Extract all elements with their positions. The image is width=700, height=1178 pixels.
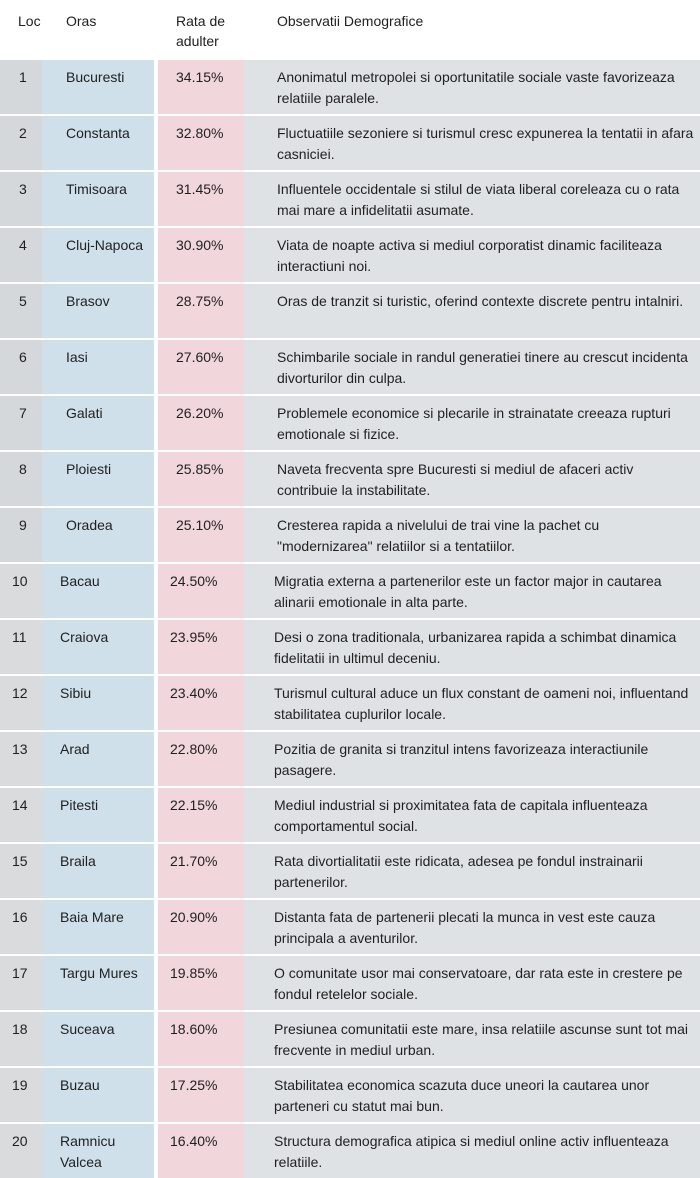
- table-row: [0, 562, 700, 618]
- row-city: Pitesti: [60, 797, 99, 813]
- row-note: Anonimatul metropolei si oportunitatile sociale vaste favorizeaza relatiile paralele.: [277, 69, 675, 106]
- row-rate: 17.25%: [170, 1077, 218, 1093]
- table-row: [0, 338, 700, 394]
- row-note: Oras de tranzit si turistic, oferind contexte discrete pentru intalniri.: [277, 293, 684, 309]
- row-city: Buzau: [60, 1077, 100, 1093]
- row-note: Problemele economice si plecarile in strainatate creeaza rupturi emotionale si fizice.: [277, 405, 671, 442]
- row-city: Ramnicu Valcea: [60, 1133, 116, 1170]
- row-note: Fluctuatiile sezoniere si turismul cresc expunerea la tentatii in afara casniciei.: [277, 125, 694, 162]
- table-row: [0, 58, 700, 114]
- row-rate: 21.70%: [170, 853, 218, 869]
- table-row: [0, 674, 700, 730]
- row-rate: 26.20%: [176, 405, 224, 421]
- row-rank: 3: [19, 181, 27, 197]
- row-rank: 5: [19, 293, 27, 309]
- row-rate: 22.80%: [170, 741, 218, 757]
- row-rate: 28.75%: [176, 293, 224, 309]
- row-rate: 22.15%: [170, 797, 218, 813]
- row-rate: 18.60%: [170, 1021, 218, 1037]
- row-rate: 30.90%: [176, 237, 224, 253]
- header-city: Oras: [66, 13, 97, 29]
- row-rank: 20: [12, 1133, 28, 1149]
- row-rate: 25.85%: [176, 461, 224, 477]
- table-row: [0, 1122, 700, 1178]
- row-city: Galati: [66, 405, 103, 421]
- row-city: Braila: [60, 853, 96, 869]
- header-rate: Rata de adulter: [176, 13, 226, 49]
- row-note: Structura demografica atipica si mediul online activ influenteaza relatiile.: [274, 1133, 669, 1170]
- row-note: Turismul cultural aduce un flux constant de oameni noi, influentand stabilitatea cuplurilor locale.: [274, 685, 689, 722]
- row-rank: 10: [12, 573, 28, 589]
- row-rank: 13: [12, 741, 28, 757]
- row-rank: 12: [12, 685, 28, 701]
- row-rate: 23.95%: [170, 629, 218, 645]
- table-row: [0, 1066, 700, 1122]
- row-city: Targu Mures: [60, 965, 138, 981]
- row-city: Suceava: [60, 1021, 115, 1037]
- row-city: Ploiesti: [66, 461, 112, 477]
- row-rank: 6: [19, 349, 27, 365]
- table-row: [0, 954, 700, 1010]
- row-city: Brasov: [66, 293, 110, 309]
- row-rate: 27.60%: [176, 349, 224, 365]
- row-city: Sibiu: [60, 685, 92, 701]
- row-rank: 17: [12, 965, 28, 981]
- table-row: [0, 730, 700, 786]
- row-note: Schimbarile sociale in randul generatiei tinere au crescut incidenta divorturilor din culpa.: [277, 349, 688, 386]
- row-city: Timisoara: [66, 181, 127, 197]
- row-note: Desi o zona traditionala, urbanizarea rapida a schimbat dinamica fidelitatii in ultimul deceniu.: [274, 629, 677, 666]
- row-rank: 16: [12, 909, 28, 925]
- row-note: Influentele occidentale si stilul de viata liberal coreleaza cu o rata mai mare a infidelitatii asumate.: [277, 181, 680, 218]
- row-rate: 25.10%: [176, 517, 224, 533]
- row-note: Distanta fata de partenerii plecati la munca in vest este cauza principala a aventurilor.: [274, 909, 656, 946]
- table-body: [0, 58, 700, 1178]
- table-row: [0, 506, 700, 562]
- table-row: [0, 786, 700, 842]
- table-row: [0, 114, 700, 170]
- row-note: Viata de noapte activa si mediul corporatist dinamic faciliteaza interactiuni noi.: [277, 237, 662, 274]
- row-note: Presiunea comunitatii este mare, insa relatiile ascunse sunt tot mai frecvente in mediul urban.: [274, 1021, 688, 1058]
- row-city: Iasi: [66, 349, 88, 365]
- row-rank: 11: [12, 629, 27, 645]
- table-row: [0, 170, 700, 226]
- table-row: [0, 226, 700, 282]
- table-row: [0, 842, 700, 898]
- row-rank: 2: [19, 125, 27, 141]
- row-city: Craiova: [60, 629, 109, 645]
- row-rate: 34.15%: [176, 69, 224, 85]
- row-note: Pozitia de granita si tranzitul intens favorizeaza interactiunile pasagere.: [274, 741, 649, 778]
- table-row: [0, 450, 700, 506]
- row-rate: 16.40%: [170, 1133, 218, 1149]
- row-note: O comunitate usor mai conservatoare, dar rata este in crestere pe fondul retelelor sociale.: [274, 965, 683, 1002]
- row-city: Bucuresti: [66, 69, 125, 85]
- row-rate: 20.90%: [170, 909, 218, 925]
- row-rate: 24.50%: [170, 573, 218, 589]
- row-city: Baia Mare: [60, 909, 124, 925]
- table-row: [0, 282, 700, 338]
- table-row: [0, 618, 700, 674]
- table-header: [0, 0, 700, 58]
- header-rank: Loc: [18, 13, 41, 29]
- row-note: Cresterea rapida a nivelului de trai vine la pachet cu "modernizarea" relatiilor si a tentatiilor.: [277, 517, 600, 554]
- row-city: Cluj-Napoca: [66, 237, 144, 253]
- row-city: Oradea: [66, 517, 113, 533]
- row-rank: 8: [19, 461, 27, 477]
- row-rank: 18: [12, 1021, 28, 1037]
- row-rank: 7: [19, 405, 27, 421]
- row-city: Bacau: [60, 573, 100, 589]
- row-note: Naveta frecventa spre Bucuresti si mediul de afaceri activ contribuie la instabilitate.: [277, 461, 634, 498]
- row-rate: 23.40%: [170, 685, 218, 701]
- row-rate: 31.45%: [176, 181, 224, 197]
- row-city: Arad: [60, 741, 90, 757]
- table-row: [0, 1010, 700, 1066]
- row-rate: 19.85%: [170, 965, 218, 981]
- row-note: Mediul industrial si proximitatea fata de capitala influenteaza comportamentul social.: [274, 797, 648, 834]
- row-rank: 1: [19, 69, 27, 85]
- row-rank: 4: [19, 237, 27, 253]
- table-row: [0, 898, 700, 954]
- table-row: [0, 394, 700, 450]
- row-rank: 14: [12, 797, 28, 813]
- row-rank: 15: [12, 853, 28, 869]
- row-note: Migratia externa a partenerilor este un factor major in cautarea alinarii emotionale in alta parte.: [274, 573, 662, 610]
- row-rank: 9: [19, 517, 27, 533]
- header-observations: Observatii Demografice: [277, 13, 424, 29]
- row-note: Stabilitatea economica scazuta duce uneori la cautarea unor parteneri cu statut mai bun.: [274, 1077, 650, 1114]
- row-rate: 32.80%: [176, 125, 224, 141]
- row-rank: 19: [12, 1077, 28, 1093]
- row-note: Rata divortialitatii este ridicata, adesea pe fondul instrainarii partenerilor.: [274, 853, 643, 890]
- row-city: Constanta: [66, 125, 130, 141]
